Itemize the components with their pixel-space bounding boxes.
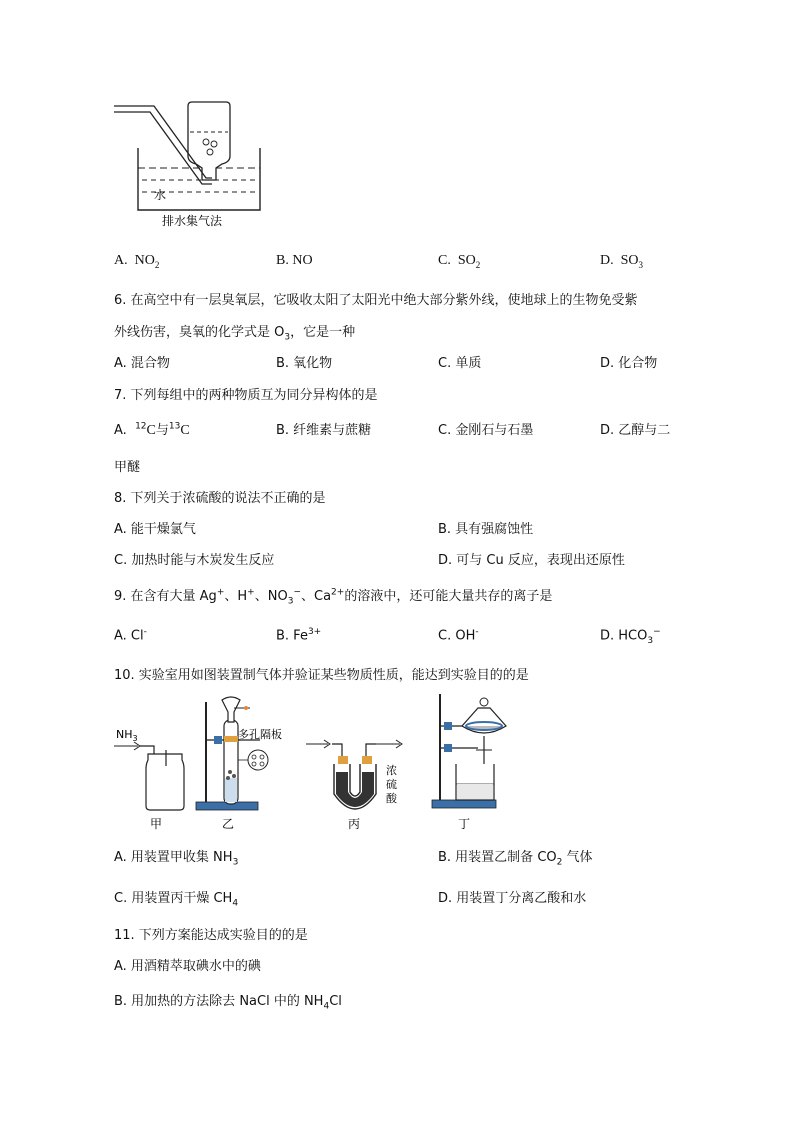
q9-stem: 9. 在含有大量 Ag+、H+、$NO_3^-$、$Ca^{2+}$的溶液中，还可能大量共存的离子是 (114, 587, 553, 607)
q10-stem: 10. 实验室用如图装置制气体并验证某些物质性质，能达到实验目的的是 (114, 668, 529, 683)
q10-option-b: B. 用装置乙制备 $CO_2$ 气体 (438, 850, 593, 868)
q10-option-c: C. 用装置丙干燥 $CH_4$ (114, 891, 239, 909)
svg-text:乙: 乙 (222, 817, 235, 831)
apparatus-ding (432, 694, 506, 831)
q11-stem: 11. 下列方案能达成实验目的的是 (114, 928, 308, 943)
q11-option-b: B. 用加热的方法除去 NaCl 中的 $NH_4Cl$ (114, 994, 342, 1012)
q7-option-b: B. 纤维素与蔗糖 (276, 423, 372, 438)
q7-option-c: C. 金刚石与石墨 (438, 423, 534, 438)
q8-option-d: D. 可与 Cu 反应，表现出还原性 (438, 553, 625, 568)
q6-option-b: B. 氧化物 (276, 356, 333, 371)
apparatus-bing (306, 740, 402, 831)
q8-option-a: A. 能干燥氯气 (114, 522, 196, 537)
q9-option-c: C. OH- (438, 627, 479, 644)
q8-option-b: B. 具有强腐蚀性 (438, 522, 534, 537)
q7-stem: 7. 下列每组中的两种物质互为同分异构体的是 (114, 388, 378, 403)
svg-text:丙: 丙 (348, 817, 361, 831)
q6-stem-line2: 外线伤害，臭氧的化学式是 $O_3$，它是一种 (114, 325, 356, 343)
svg-text:丁: 丁 (458, 817, 471, 831)
apparatus-jia (114, 728, 184, 831)
q5-option-d: D. $SO_3$ (600, 253, 644, 270)
q6-option-c: C. 单质 (438, 356, 482, 371)
q5-option-c: C. $SO_2$ (438, 253, 481, 270)
q5-option-b: B. NO (276, 253, 313, 268)
water-label: 水 (154, 188, 167, 202)
svg-text:浓: 浓 (386, 764, 397, 777)
q11-option-a: A. 用酒精萃取碘水中的碘 (114, 959, 261, 974)
q6-option-d: D. 化合物 (600, 356, 658, 371)
q10-apparatus-figure (110, 688, 510, 834)
q10-option-a: A. 用装置甲收集 $NH_3$ (114, 850, 239, 868)
svg-text:NH3: $NH_3$ (116, 728, 138, 743)
q9-option-b: B. $Fe^{3+}$ (276, 627, 322, 644)
q8-stem: 8. 下列关于浓硫酸的说法不正确的是 (114, 491, 326, 506)
q7-option-a: A. $^{12}$C与$^{13}$C (114, 421, 190, 438)
q9-option-a: A. Cl- (114, 627, 147, 644)
svg-text:硫: 硫 (386, 778, 397, 791)
q5-option-a: A. $NO_2$ (114, 253, 160, 270)
q10-option-d: D. 用装置丁分离乙酸和水 (438, 891, 587, 906)
svg-text:甲: 甲 (150, 817, 163, 831)
q9-option-d: D. $HCO_3^-$ (600, 627, 661, 646)
apparatus-yi (196, 697, 282, 831)
q6-stem-line1: 6. 在高空中有一层臭氧层，它吸收太阳了太阳光中绝大部分紫外线，使地球上的生物免受紫 (114, 293, 638, 308)
q6-option-a: A. 混合物 (114, 356, 170, 371)
q7-option-d-continued: 甲醚 (114, 460, 141, 475)
svg-text:酸: 酸 (386, 792, 397, 805)
q8-option-c: C. 加热时能与木炭发生反应 (114, 553, 275, 568)
figure-caption: 排水集气法 (162, 214, 223, 228)
water-displacement-figure (110, 98, 270, 230)
svg-text:多孔隔板: 多孔隔板 (238, 728, 282, 741)
q7-option-d: D. 乙醇与二 (600, 423, 671, 438)
